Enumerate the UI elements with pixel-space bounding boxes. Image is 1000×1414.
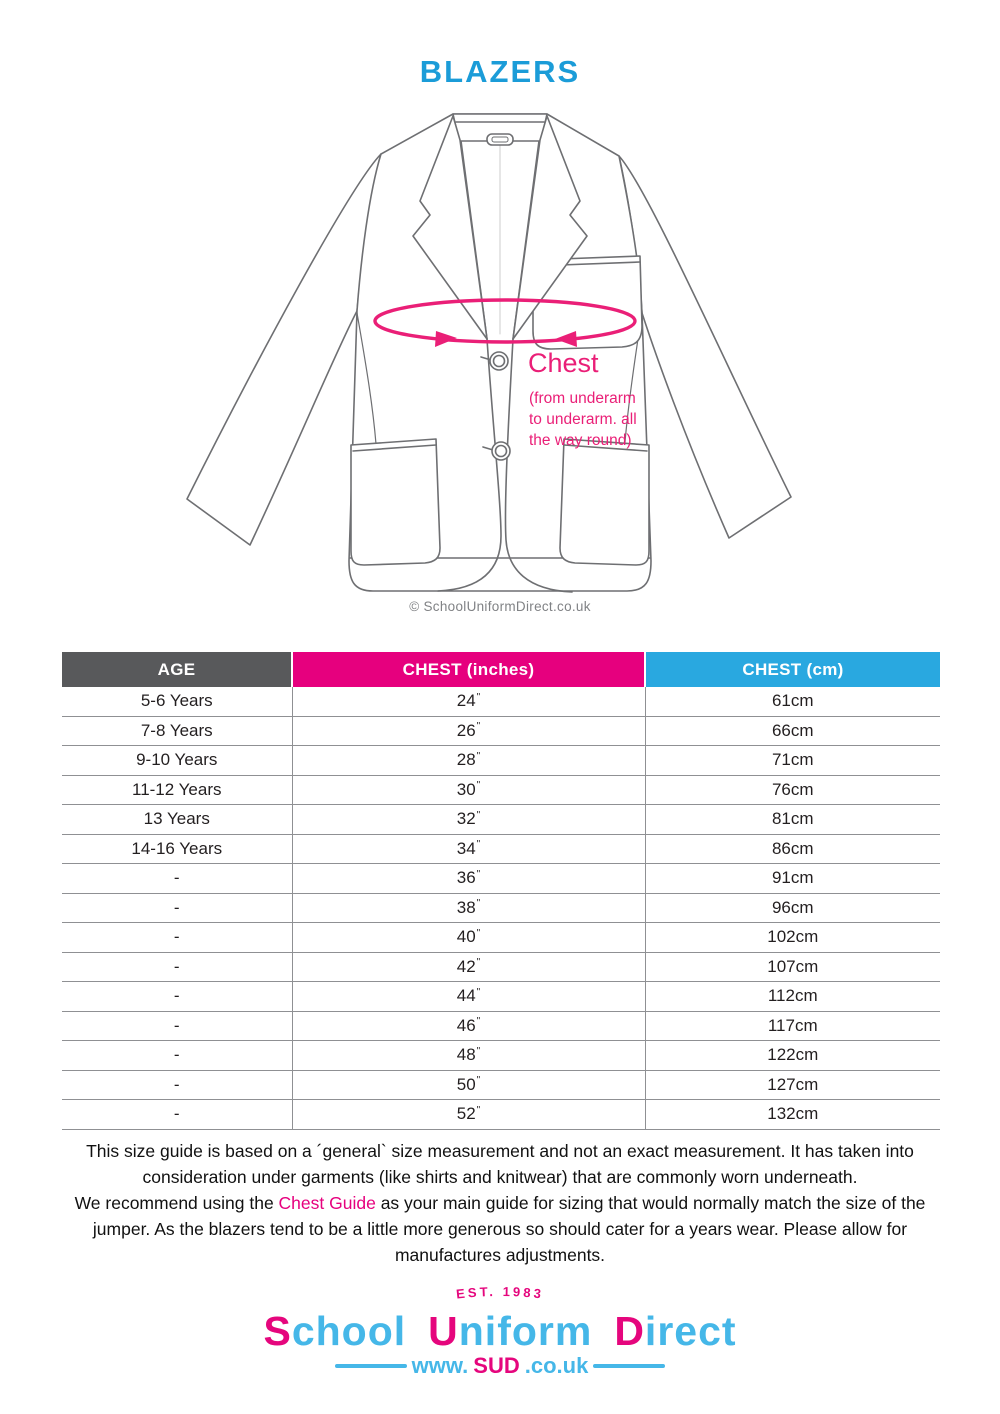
logo-word-school: School xyxy=(263,1308,407,1354)
hanger-loop xyxy=(487,134,513,145)
chest-cm-cell: 91cm xyxy=(645,864,940,894)
chest-in-cell: 34" xyxy=(292,834,645,864)
blazer-illustration xyxy=(170,108,830,608)
table-row xyxy=(62,775,940,805)
age-cell: 5-6 Years xyxy=(62,687,292,716)
logo-wordmark xyxy=(0,1309,1000,1353)
chest-cm-cell: 76cm xyxy=(645,775,940,805)
chest-cm-cell: 71cm xyxy=(645,746,940,776)
chest-in-cell: 28" xyxy=(292,746,645,776)
chest-cm-cell: 86cm xyxy=(645,834,940,864)
age-cell: - xyxy=(62,1041,292,1071)
chest-cm-cell: 107cm xyxy=(645,952,940,982)
chest-cm-cell: 102cm xyxy=(645,923,940,953)
table-row xyxy=(62,923,940,953)
blazer-figure xyxy=(170,108,830,608)
table-row xyxy=(62,746,940,776)
chest-cm-cell: 66cm xyxy=(645,716,940,746)
table-row xyxy=(62,834,940,864)
col-header-chest-cm: CHEST (cm) xyxy=(645,652,940,687)
age-cell: 9-10 Years xyxy=(62,746,292,776)
age-cell: - xyxy=(62,952,292,982)
chest-cm-cell: 132cm xyxy=(645,1100,940,1130)
chest-in-cell: 26" xyxy=(292,716,645,746)
chest-guide-highlight: Chest Guide xyxy=(278,1193,376,1213)
chest-measure-note: (from underarm to underarm. all the way round) xyxy=(529,390,637,449)
table-row xyxy=(62,1070,940,1100)
chest-in-cell: 48" xyxy=(292,1041,645,1071)
url-right-dash xyxy=(593,1364,665,1368)
table-row xyxy=(62,1041,940,1071)
age-cell: 7-8 Years xyxy=(62,716,292,746)
chest-cm-cell: 112cm xyxy=(645,982,940,1012)
age-cell: 11-12 Years xyxy=(62,775,292,805)
chest-cm-cell: 61cm xyxy=(645,687,940,716)
age-cell: - xyxy=(62,923,292,953)
age-cell: - xyxy=(62,893,292,923)
chest-in-cell: 52" xyxy=(292,1100,645,1130)
chest-in-cell: 42" xyxy=(292,952,645,982)
chest-in-cell: 44" xyxy=(292,982,645,1012)
table-row xyxy=(62,982,940,1012)
chest-in-cell: 40" xyxy=(292,923,645,953)
table-row xyxy=(62,805,940,835)
col-header-age: AGE xyxy=(62,652,292,687)
svg-text:EST. 1983: EST. 1983 xyxy=(455,1283,545,1302)
chest-in-cell: 32" xyxy=(292,805,645,835)
url-left-dash xyxy=(335,1364,407,1368)
chest-cm-cell: 127cm xyxy=(645,1070,940,1100)
size-guide-notes xyxy=(50,1138,950,1268)
table-row xyxy=(62,1100,940,1130)
age-cell: 14-16 Years xyxy=(62,834,292,864)
chest-cm-cell: 96cm xyxy=(645,893,940,923)
table-row xyxy=(62,893,940,923)
page-title: BLAZERS xyxy=(419,54,581,89)
table-row xyxy=(62,864,940,894)
size-note-2: We recommend using the Chest Guide as your main guide for sizing that would normally match the size of the jumper. As the blazers tend to be a little more generous so should cater for a years wear. Please allow for manufactures adjustments. xyxy=(74,1193,926,1265)
chest-measure-label: Chest xyxy=(528,348,599,378)
age-cell: - xyxy=(62,1100,292,1130)
chest-in-cell: 30" xyxy=(292,775,645,805)
col-header-chest-inches: CHEST (inches) xyxy=(292,652,645,687)
table-row xyxy=(62,716,940,746)
size-note-1: This size guide is based on a ´general` size measurement and not an exact measurement. It has taken into consideration under garments (like shirts and knitwear) that are commonly worn underneath. xyxy=(86,1141,914,1187)
age-cell: - xyxy=(62,982,292,1012)
chest-cm-cell: 117cm xyxy=(645,1011,940,1041)
left-pocket xyxy=(351,439,440,565)
table-row xyxy=(62,1011,940,1041)
right-pocket xyxy=(560,439,649,565)
brand-logo xyxy=(0,1283,1000,1378)
table-row xyxy=(62,687,940,716)
chest-cm-cell: 122cm xyxy=(645,1041,940,1071)
chest-in-cell: 38" xyxy=(292,893,645,923)
chest-in-cell: 24" xyxy=(292,687,645,716)
chest-in-cell: 50" xyxy=(292,1070,645,1100)
age-cell: 13 Years xyxy=(62,805,292,835)
chest-cm-cell: 81cm xyxy=(645,805,940,835)
age-cell: - xyxy=(62,864,292,894)
logo-word-direct: Direct xyxy=(614,1308,737,1354)
chest-in-cell: 36" xyxy=(292,864,645,894)
age-cell: - xyxy=(62,1070,292,1100)
age-cell: - xyxy=(62,1011,292,1041)
size-table xyxy=(62,652,940,1130)
copyright-line: © SchoolUniformDirect.co.uk xyxy=(409,599,591,614)
header-row xyxy=(62,652,940,687)
logo-word-uniform: Uniform xyxy=(428,1308,593,1354)
logo-website-url[interactable]: www. SUD .co.uk xyxy=(0,1354,1000,1378)
chest-in-cell: 46" xyxy=(292,1011,645,1041)
table-row xyxy=(62,952,940,982)
